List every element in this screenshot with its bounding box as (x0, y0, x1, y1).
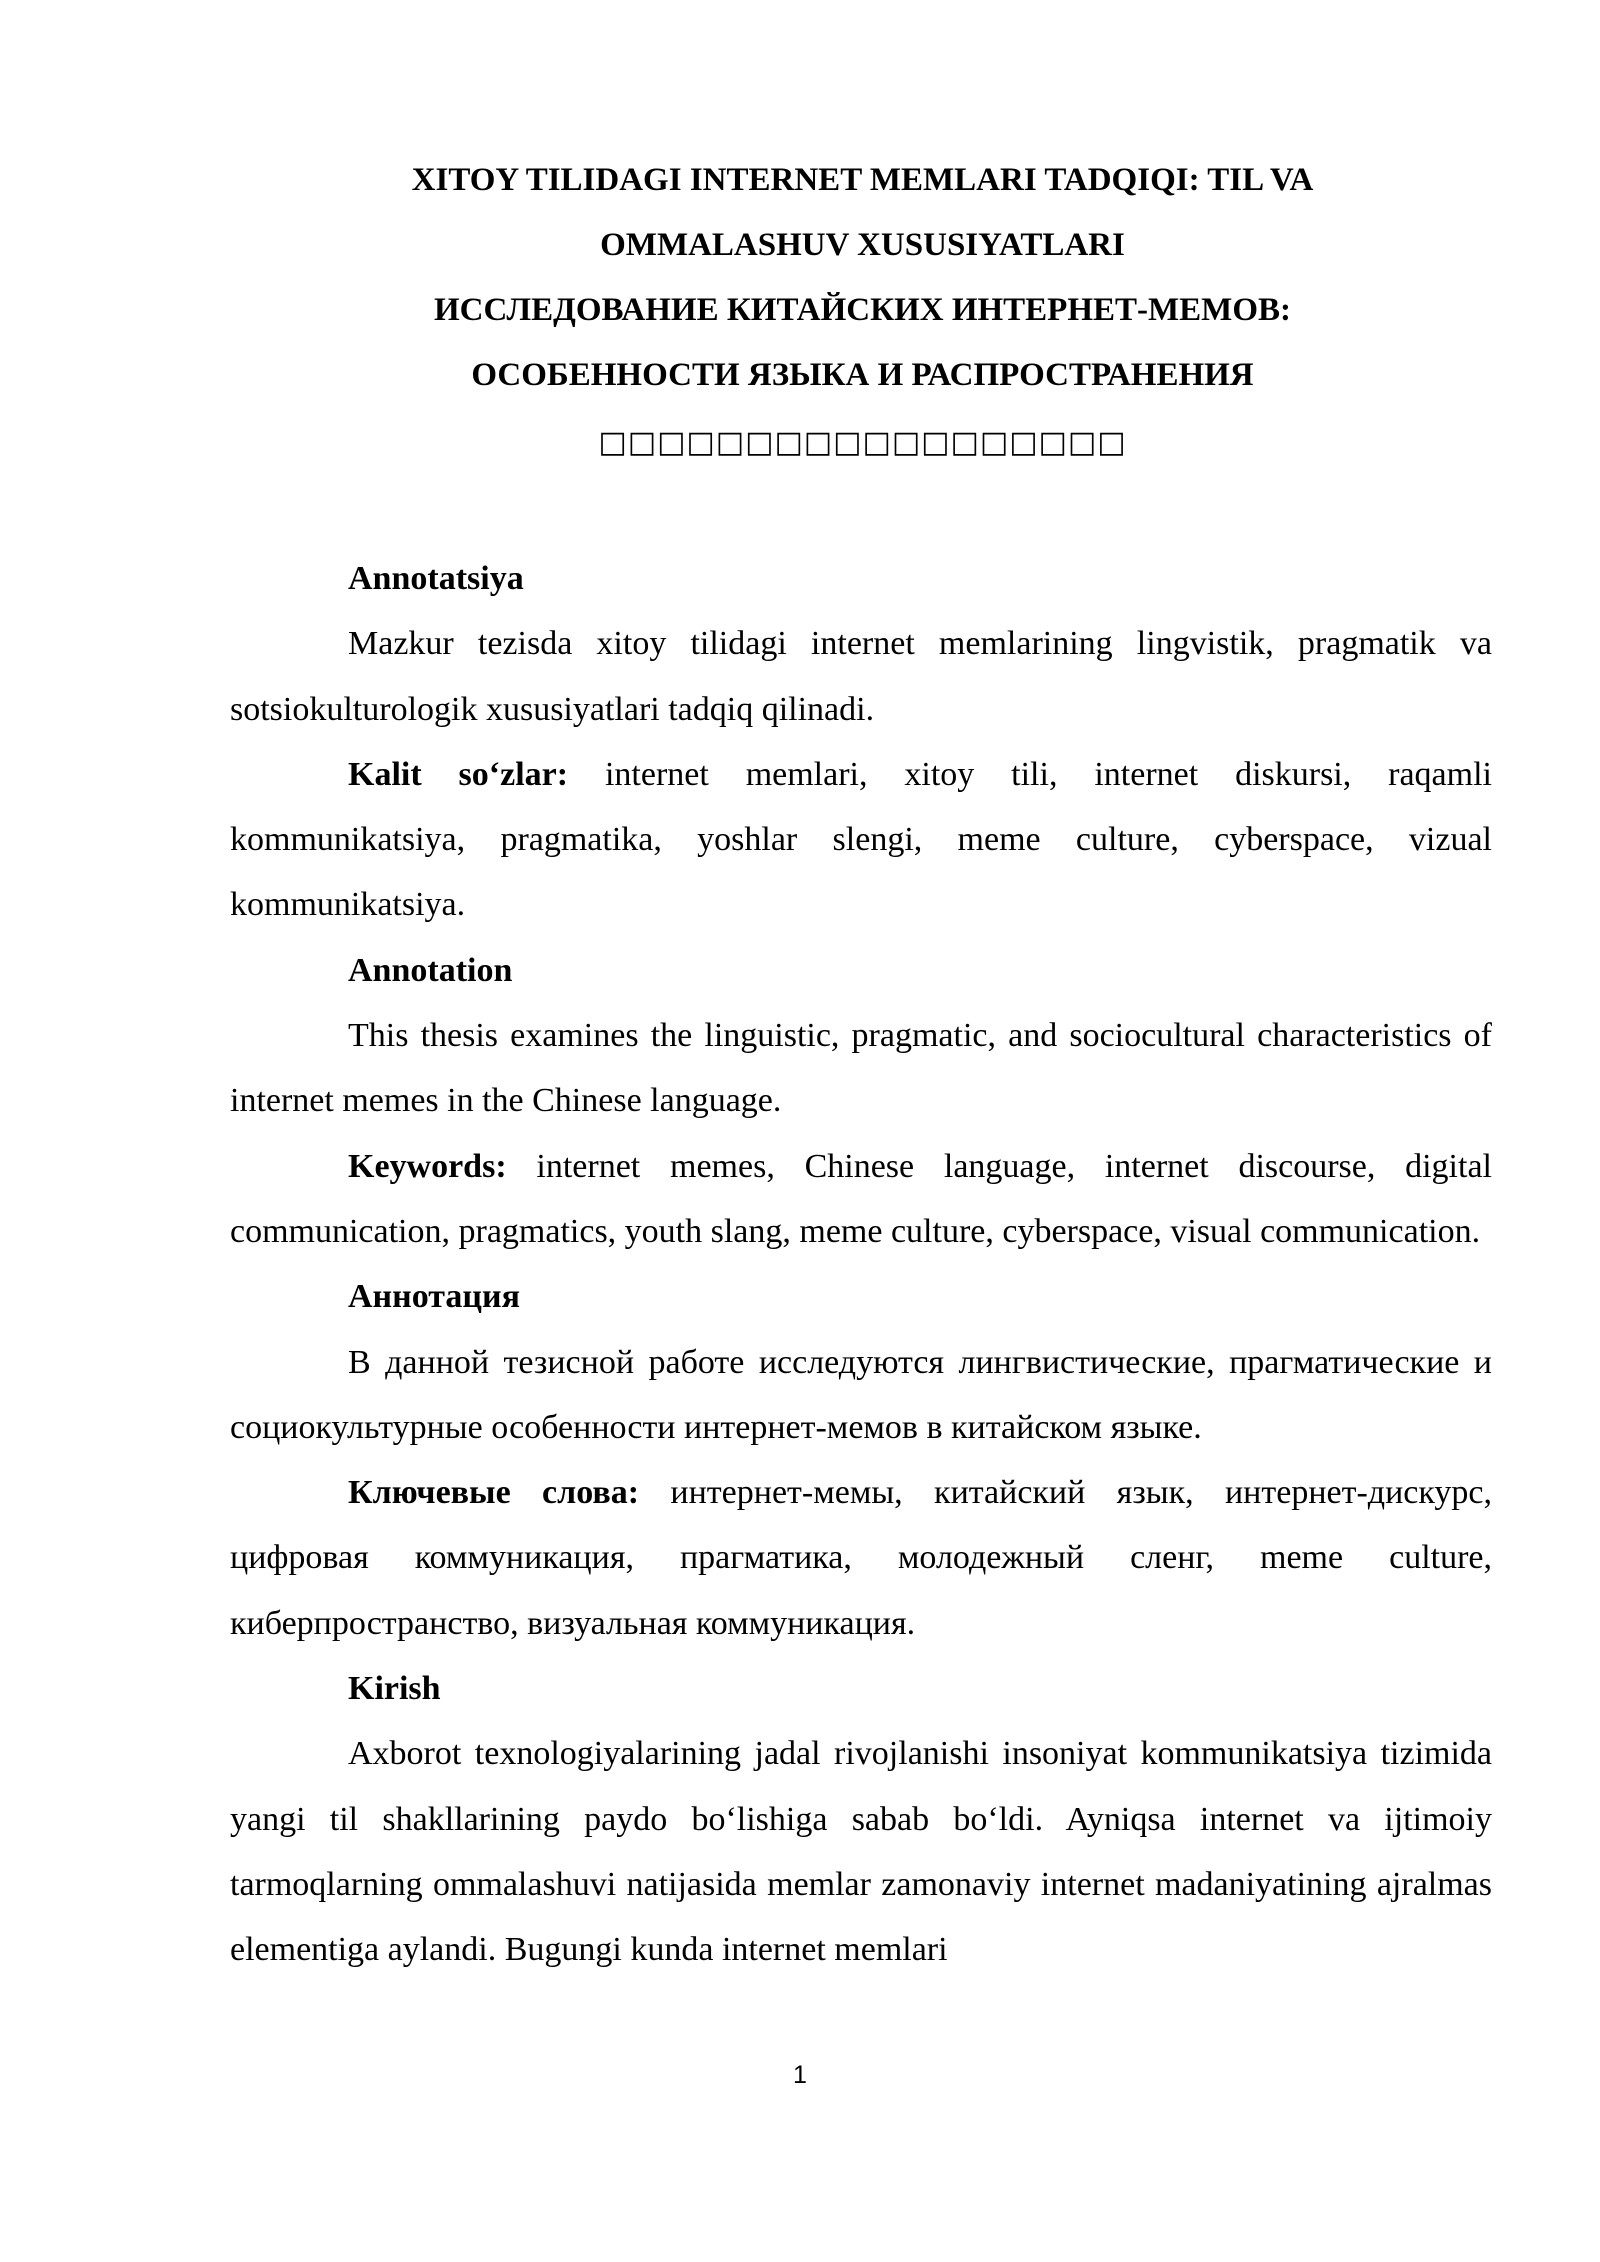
title-russian-line-1: ИССЛЕДОВАНИЕ КИТАЙСКИХ ИНТЕРНЕТ-МЕМОВ: (434, 292, 1291, 328)
keywords-text-ru: интернет-мемы, китайский язык, интернет-дискурс, цифровая коммуникация, прагматика, молодежный сленг, meme culture, киберпространство, визуальная коммуникация. (230, 1474, 1492, 1642)
paragraph-keywords (230, 1134, 1492, 1265)
paragraph-kalit-sozlar (230, 742, 1492, 938)
keywords-label-ru: Ключевые слова: (348, 1474, 640, 1512)
heading-annotation: Annotation (348, 951, 513, 989)
paragraph-annotatsiya-ru: В данной тезисной работе исследуются лингвистические, прагматические и социокультурные особенности интернет-мемов в китайском языке. (230, 1343, 1492, 1446)
title-uzbek-line-2: OMMALASHUV XUSUSIYATLARI (600, 227, 1125, 263)
paragraph-kirish: Axborot texnologiyalarining jadal rivojlanishi insoniyat kommunikatsiya tizimida yangi til shakllarining paydo bo‘lishiga sabab bo‘ldi. Ayniqsa internet va ijtimoiy tarmoqlarning ommalashuvi natijasida memlar zamonaviy internet madaniyatining ajralmas elementiga aylandi. Bugungi kunda internet memlari (230, 1735, 1492, 1969)
heading-annotatsiya-ru: Аннотация (348, 1278, 520, 1316)
heading-annotatsiya: Annotatsiya (348, 560, 524, 597)
page-number: 1 (793, 2061, 807, 2089)
paragraph-klyuchevye-slova (230, 1460, 1492, 1656)
title-uzbek-line-1: XITOY TILIDAGI INTERNET MEMLARI TADQIQI: TIL VA (411, 162, 1314, 198)
paragraph-annotatsiya: Mazkur tezisda xitoy tilidagi internet memlarining lingvistik, pragmatik va sotsiokulturologik xususiyatlari tadqiq qilinadi. (230, 625, 1492, 728)
keywords-text-en: internet memes, Chinese language, internet discourse, digital communication, pragmatics, youth slang, meme culture, cyberspace, visual communication. (230, 1147, 1492, 1250)
keywords-label-uz: Kalit so‘zlar: (348, 755, 569, 793)
title-russian-line-2: ОСОБЕННОСТИ ЯЗЫКА И РАСПРОСТРАНЕНИЯ (471, 357, 1254, 393)
title-chinese-line: □□□□□□□□□□□□□□□□□□ (598, 425, 1127, 460)
keywords-text-uz: internet memlari, xitoy tili, internet diskursi, raqamli kommunikatsiya, pragmatika, yoshlar slengi, meme culture, cyberspace, vizual kommunikatsiya. (230, 755, 1492, 924)
paragraph-annotation: This thesis examines the linguistic, pragmatic, and sociocultural characteristics of internet memes in the Chinese language. (230, 1017, 1492, 1120)
document-title (230, 148, 1495, 475)
document-body (230, 546, 1492, 1983)
keywords-label-en: Keywords: (348, 1147, 507, 1185)
heading-kirish: Kirish (348, 1670, 441, 1708)
